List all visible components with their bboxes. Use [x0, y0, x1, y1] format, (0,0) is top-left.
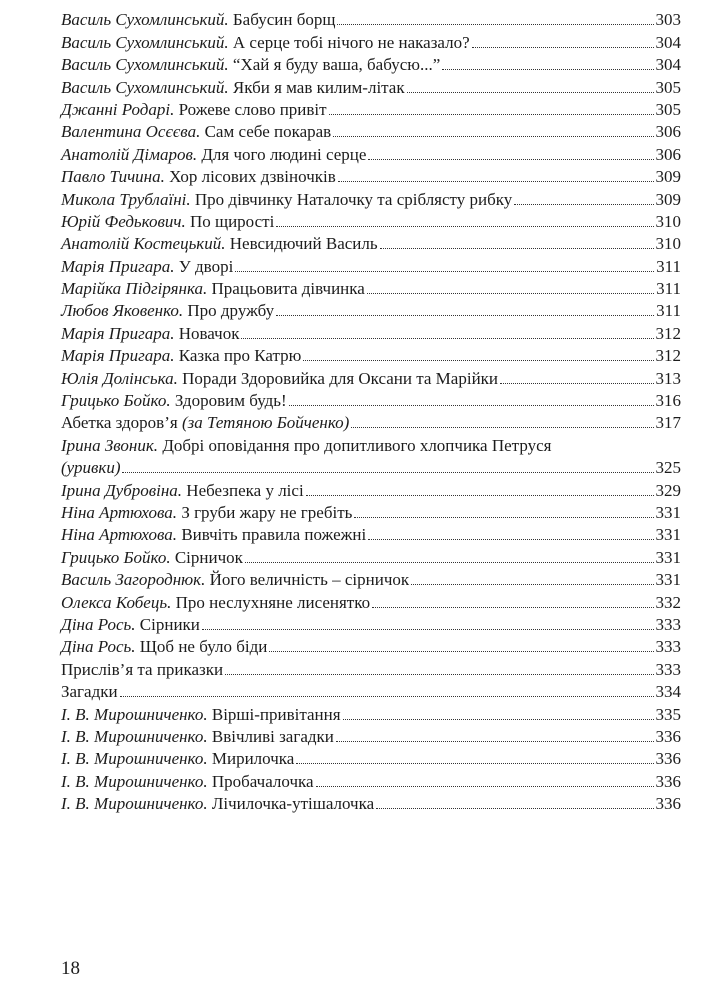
- dot-leader: [289, 405, 654, 406]
- toc-author: Ніна Артюхова.: [61, 503, 178, 522]
- dot-leader: [500, 383, 653, 384]
- dot-leader: [120, 696, 654, 697]
- toc-author: Любов Яковенко.: [61, 301, 184, 321]
- toc-title: Для чого людині серце: [201, 144, 367, 164]
- dot-leader: [380, 248, 654, 249]
- dot-leader: [276, 315, 654, 316]
- dot-leader: [368, 159, 653, 160]
- toc-title: Лічилочка-утішалочка: [211, 794, 375, 814]
- toc-title: Рожеве слово привіт: [178, 99, 327, 119]
- toc-author: Джанні Родарі.: [61, 99, 175, 119]
- toc-author: Василь Сухомлинський.: [61, 77, 229, 97]
- dot-leader: [337, 24, 653, 25]
- toc-author: Марія Пригара.: [61, 346, 175, 366]
- toc-author: Анатолій Костецький.: [61, 234, 226, 254]
- toc-entry: [61, 389, 681, 411]
- toc-page: 304: [655, 55, 681, 75]
- toc-page: 311: [656, 301, 681, 321]
- toc-entry: [61, 8, 681, 30]
- toc-entry: [61, 299, 681, 321]
- toc-page: 331: [655, 570, 681, 590]
- toc-title: Бабусин борщ: [232, 10, 336, 30]
- toc-author: Марія Пригара.: [61, 323, 175, 343]
- toc-entry: [61, 98, 681, 120]
- toc-entry: [61, 635, 681, 657]
- toc-page: 333: [655, 659, 681, 679]
- toc-author: І. В. Мирошниченко.: [61, 771, 208, 791]
- toc-title: Щоб не було біди: [139, 637, 268, 657]
- toc-title: Поради Здоровийка для Оксани та Марійки: [182, 368, 499, 388]
- dot-leader: [122, 472, 653, 473]
- toc-page: 336: [655, 749, 681, 769]
- toc-author: І. В. Мирошниченко.: [61, 749, 208, 769]
- toc-page: 309: [655, 189, 681, 209]
- toc-title: Мирилочка: [211, 749, 295, 769]
- toc-title: А серце тобі нічого не наказало?: [232, 32, 470, 52]
- toc-page: 311: [656, 279, 681, 299]
- toc-page: 310: [655, 234, 681, 254]
- toc-author: Грицько Бойко.: [61, 391, 171, 411]
- toc-page: 336: [655, 794, 681, 814]
- toc-title: Сірничок: [174, 547, 243, 567]
- toc-title: Хор лісових дзвіночків: [169, 167, 336, 187]
- dot-leader: [372, 607, 653, 608]
- dot-leader: [376, 808, 653, 809]
- toc-author: Діна Рось.: [61, 614, 136, 634]
- dot-leader: [202, 629, 654, 630]
- dot-leader: [225, 674, 653, 675]
- toc-title: Добрі оповідання про допитливого хлопчика Петруся: [162, 435, 552, 455]
- toc-entry: [61, 523, 681, 545]
- toc-title: Вірші-привітання: [211, 704, 341, 724]
- toc-page: 304: [655, 32, 681, 52]
- toc-author: Микола Трублаїні.: [61, 189, 191, 209]
- dot-leader: [368, 539, 653, 540]
- toc-author: Василь Сухомлинський.: [61, 32, 229, 52]
- toc-author: Юрій Федькович.: [61, 211, 186, 231]
- toc-page: 311: [656, 256, 681, 276]
- toc-entry: [61, 747, 681, 769]
- toc-author: Олекса Кобець.: [61, 592, 172, 612]
- toc-page: 335: [655, 704, 681, 724]
- toc-title: Працьовита дівчинка: [211, 279, 365, 299]
- toc-entry: [61, 433, 681, 478]
- dot-leader: [245, 562, 654, 563]
- toc-title: Вивчіть правила пожежні: [181, 525, 367, 545]
- toc-entry: [61, 792, 681, 814]
- toc-entry: [61, 501, 681, 523]
- toc-page: 312: [655, 323, 681, 343]
- toc-page: 317: [655, 413, 681, 433]
- toc-page: 334: [655, 682, 681, 702]
- toc-title: Абетка здоров’я: [61, 413, 178, 433]
- toc-entry: [61, 232, 681, 254]
- toc-title: Ввічливі загадки: [211, 726, 334, 746]
- toc-page: 306: [655, 144, 681, 164]
- toc-entry: [61, 769, 681, 791]
- dot-leader: [329, 114, 654, 115]
- toc-title: Якби я мав килим-літак: [232, 77, 405, 97]
- toc-page: 331: [655, 503, 681, 522]
- toc-author: Ірина Звоник.: [61, 435, 159, 455]
- toc-entry: [61, 545, 681, 567]
- toc-entry: [61, 725, 681, 747]
- dot-leader: [269, 651, 653, 652]
- dot-leader: [241, 338, 653, 339]
- toc-page: 312: [655, 346, 681, 366]
- toc-author: Юлія Долінська.: [61, 368, 178, 388]
- dot-leader: [306, 495, 654, 496]
- dot-leader: [333, 136, 653, 137]
- toc-page: 303: [655, 10, 681, 30]
- toc-title: Сірники: [139, 614, 200, 634]
- dot-leader: [411, 584, 653, 585]
- toc-entry: [61, 568, 681, 590]
- toc-page: 331: [655, 525, 681, 545]
- toc-page: 333: [655, 614, 681, 634]
- dot-leader: [303, 360, 653, 361]
- dot-leader: [472, 47, 654, 48]
- page-number: 18: [61, 958, 80, 979]
- toc-author: Ірина Дубровіна.: [61, 480, 183, 500]
- toc-page: 316: [655, 391, 681, 411]
- toc-title: Сам себе покарав: [204, 122, 332, 142]
- toc-author: І. В. Мирошниченко.: [61, 704, 208, 724]
- toc-entry: [61, 187, 681, 209]
- toc-title: Невсидючий Василь: [229, 234, 378, 254]
- toc-author: Грицько Бойко.: [61, 547, 171, 567]
- toc-author: І. В. Мирошниченко.: [61, 794, 208, 814]
- toc-title: З груби жару не гребіть: [181, 503, 353, 522]
- dot-leader: [336, 741, 654, 742]
- toc-page: 336: [655, 726, 681, 746]
- toc-author: Павло Тичина.: [61, 167, 165, 187]
- dot-leader: [407, 92, 654, 93]
- toc-entry: [61, 590, 681, 612]
- toc-entry: [61, 321, 681, 343]
- toc-author: Марія Пригара.: [61, 256, 175, 276]
- toc-title: Про дівчинку Наталочку та сріблясту рибку: [194, 189, 513, 209]
- toc-entry: [61, 478, 681, 500]
- toc-page: 325: [655, 458, 681, 478]
- toc-page: 305: [655, 77, 681, 97]
- toc-title: Казка про Катрю: [178, 346, 302, 366]
- dot-leader: [354, 517, 653, 518]
- toc-author: Діна Рось.: [61, 637, 136, 657]
- toc-entry: [61, 165, 681, 187]
- toc-author: І. В. Мирошниченко.: [61, 726, 208, 746]
- dot-leader: [235, 271, 654, 272]
- toc-title: Про неслухняне лисенятко: [175, 592, 371, 612]
- toc-title: Новачок: [178, 323, 240, 343]
- toc-page: 332: [655, 592, 681, 612]
- toc-title: У дворі: [178, 256, 234, 276]
- toc-page: 310: [655, 211, 681, 231]
- toc-author: Анатолій Дімаров.: [61, 144, 198, 164]
- toc-page: 331: [655, 547, 681, 567]
- dot-leader: [367, 293, 654, 294]
- toc-title: Небезпека у лісі: [186, 480, 304, 500]
- toc-page: 329: [655, 480, 681, 500]
- toc-entry: [61, 53, 681, 75]
- toc-entry: [61, 411, 681, 433]
- toc-author: Валентина Осєєва.: [61, 122, 201, 142]
- toc-entry: [61, 142, 681, 164]
- toc-author: Василь Загороднюк.: [61, 570, 206, 590]
- dot-leader: [343, 719, 654, 720]
- dot-leader: [296, 763, 653, 764]
- toc-title: Загадки: [61, 682, 118, 702]
- toc-author: Ніна Артюхова.: [61, 525, 178, 545]
- toc-entry: [61, 366, 681, 388]
- toc-entry: [61, 120, 681, 142]
- toc-subtitle: (за Тетяною Бойченко): [181, 413, 350, 433]
- toc-entry: [61, 75, 681, 97]
- toc-entry: [61, 344, 681, 366]
- dot-leader: [514, 204, 653, 205]
- toc-entry: [61, 613, 681, 635]
- table-of-contents: [61, 8, 681, 814]
- dot-leader: [351, 427, 653, 428]
- toc-page: 306: [655, 122, 681, 142]
- dot-leader: [276, 226, 653, 227]
- toc-page: 336: [655, 771, 681, 791]
- toc-entry: [61, 702, 681, 724]
- dot-leader: [316, 786, 654, 787]
- toc-page: 309: [655, 167, 681, 187]
- toc-page: 333: [655, 637, 681, 657]
- toc-title: Про дружбу: [187, 301, 275, 321]
- toc-title: Його величність – сірничок: [209, 570, 410, 590]
- toc-entry: [61, 277, 681, 299]
- toc-title: По щирості: [189, 211, 275, 231]
- toc-title: Прислів’я та приказки: [61, 659, 224, 679]
- toc-entry: [61, 30, 681, 52]
- toc-page: 305: [655, 99, 681, 119]
- toc-author: Василь Сухомлинський.: [61, 55, 229, 75]
- toc-author: Василь Сухомлинський.: [61, 10, 229, 30]
- dot-leader: [442, 69, 653, 70]
- toc-title: “Хай я буду ваша, бабусю...”: [232, 55, 441, 75]
- toc-title: Здоровим будь!: [174, 391, 287, 411]
- toc-page: 313: [655, 368, 681, 388]
- toc-title-continuation: (уривки): [61, 458, 121, 478]
- toc-entry: [61, 657, 681, 679]
- toc-author: Марійка Підгірянка.: [61, 279, 208, 299]
- toc-title: Пробачалочка: [211, 771, 314, 791]
- toc-entry: [61, 254, 681, 276]
- dot-leader: [338, 181, 654, 182]
- toc-entry: [61, 680, 681, 702]
- toc-entry: [61, 210, 681, 232]
